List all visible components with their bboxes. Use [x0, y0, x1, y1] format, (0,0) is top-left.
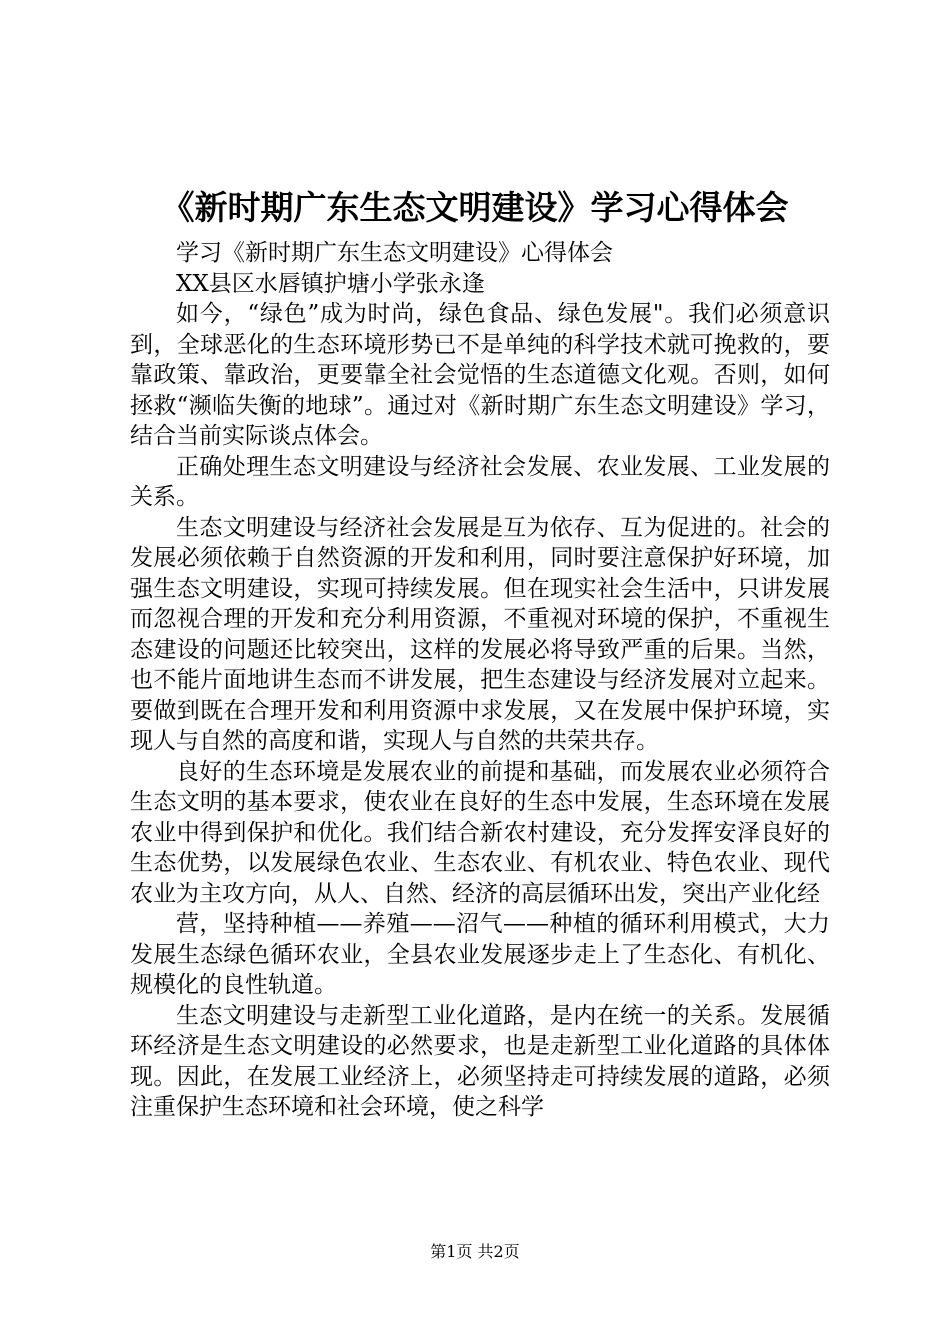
- body-paragraph: 如今，“绿色”成为时尚，绿色食品、绿色发展"。我们必须意识到，全球恶化的生态环境形势已不是单纯的科学技术就可挽救的，要靠政策、靠政治，更要靠全社会觉悟的生态道德文化观。否则，如何拯救“濒临失衡的地球”。通过对《新时期广东生态文明建设》学习，结合当前实际谈点体会。: [130, 301, 830, 449]
- document-body: [130, 238, 830, 1123]
- author-line: XX县区水唇镇护塘小学张永逢: [176, 270, 485, 297]
- body-paragraph: 生态文明建设与经济社会发展是互为依存、互为促进的。社会的发展必须依赖于自然资源的开发和利用，同时要注意保护好环境，加强生态文明建设，实现可持续发展。但在现实社会生活中，只讲发展而忽视合理的开发和充分利用资源，不重视对环境的保护，不重视生态建设的问题还比较突出，这样的发展必将导致严重的后果。当然，也不能片面地讲生态而不讲发展，把生态建设与经济发展对立起来。要做到既在合理开发和利用资源中求发展，又在发展中保护环境，实现人与自然的高度和谐，实现人与自然的共荣共存。: [130, 514, 830, 754]
- page-footer: 第1页 共2页: [430, 1242, 520, 1261]
- document-title: 《新时期广东生态文明建设》学习心得体会: [161, 188, 789, 227]
- body-paragraph: 生态文明建设与走新型工业化道路，是内在统一的关系。发展循环经济是生态文明建设的必然要求，也是走新型工业化道路的具体体现。因此，在发展工业经济上，必须坚持走可持续发展的道路，必须注重保护生态环境和社会环境，使之科学: [130, 1002, 830, 1120]
- body-paragraph: 正确处理生态文明建设与经济社会发展、农业发展、工业发展的关系。: [130, 453, 830, 510]
- body-paragraph: 营，坚持种植——养殖——沼气——种植的循环利用模式，大力发展生态绿色循环农业，全县农业发展逐步走上了生态化、有机化、规模化的良性轨道。: [130, 911, 830, 998]
- body-paragraph: 良好的生态环境是发展农业的前提和基础，而发展农业必须符合生态文明的基本要求，使农业在良好的生态中发展，生态环境在发展农业中得到保护和优化。我们结合新农村建设，充分发挥安泽良好的生态优势，以发展绿色农业、生态农业、有机农业、特色农业、现代农业为主攻方向，从人、自然、经济的高层循环出发，突出产业化经: [130, 758, 830, 907]
- subtitle-line: 学习《新时期广东生态文明建设》心得体会: [176, 240, 613, 266]
